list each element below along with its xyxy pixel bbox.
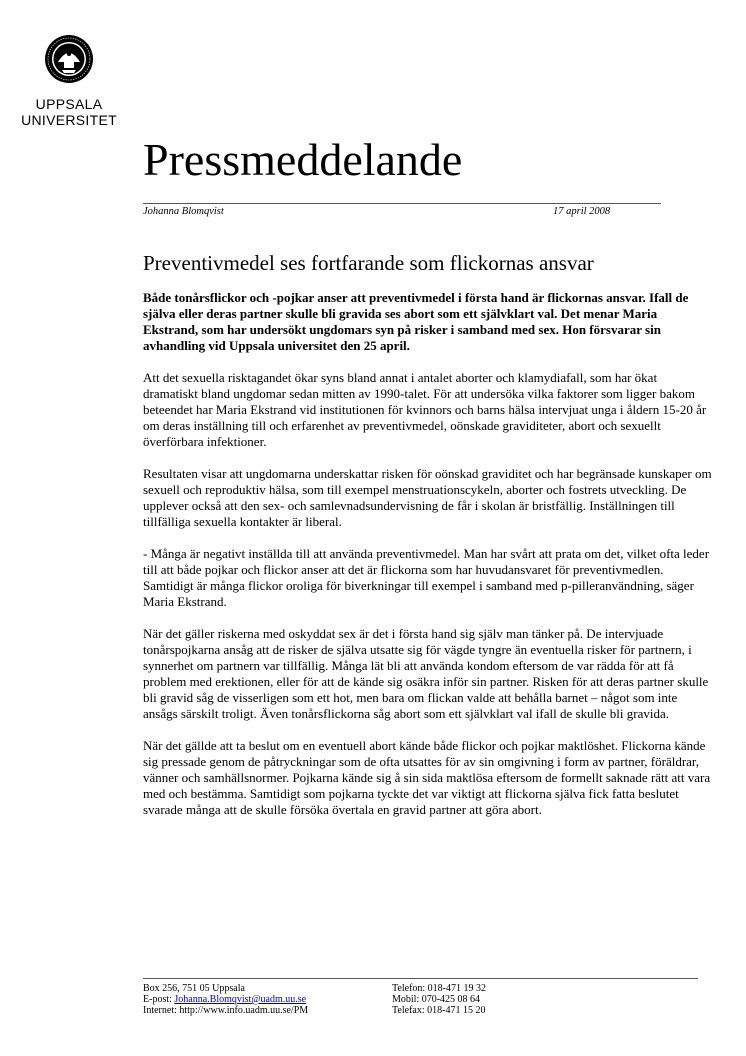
page-title: Pressmeddelande bbox=[143, 134, 463, 185]
footer-mobile: Mobil: 070-425 08 64 bbox=[392, 994, 481, 1005]
footer-phones bbox=[392, 983, 486, 1016]
title-divider bbox=[143, 203, 661, 204]
footer-divider bbox=[143, 978, 698, 979]
date: 17 april 2008 bbox=[553, 206, 611, 217]
email-label: E-post: bbox=[143, 994, 175, 1005]
lead-paragraph: Både tonårsflickor och -pojkar anser att preventivmedel i första hand är flickornas ansvar. Ifall de själva eller deras partner skulle bli gravida ses abort som ett självklart val. Det menar Maria Ekstrand, som har undersökt ungdomars syn på risker i samband med sex. Hon försvarar sin avhandling vid Uppsala universitet den 25 april. bbox=[143, 290, 689, 353]
footer-phone: Telefon: 018-471 19 32 bbox=[392, 983, 487, 994]
footer-fax: Telefax: 018-471 15 20 bbox=[392, 1005, 486, 1016]
footer-address: Box 256, 751 05 Uppsala bbox=[143, 983, 245, 994]
author: Johanna Blomqvist bbox=[143, 206, 224, 217]
body-paragraph-1: Att det sexuella risktagandet ökar syns bland annat i antalet aborter och klamydiafall, som har ökat dramatiskt bland ungdomar sedan mitten av 1990-talet. För att undersöka vilka faktorer som ligger bakom beteendet har Maria Ekstrand vid institutionen för kvinnors och barns hälsa intervjuat unga i åldern 15-20 år om deras inställning till och erfarenhet av preventivmedel, oönskade graviditeter, abort och sexuellt överförbara infektioner. bbox=[143, 370, 707, 449]
email-link[interactable]: Johanna.Blomqvist@uadm.uu.se bbox=[174, 994, 307, 1005]
university-line2: UNIVERSITET bbox=[21, 112, 117, 128]
footer-contact bbox=[143, 983, 308, 1016]
body-paragraph-2: Resultaten visar att ungdomarna underskattar risken för oönskad graviditet och har begränsade kunskaper om sexuell och reproduktiv hälsa, som till exempel menstruationscykeln, aborter och fostrets utveckling. De upplever också att den sex- och samlevnadsundervisning de får i skolan är bristfällig. Inställningen till tillfälliga sexuella kontakter är liberal. bbox=[143, 466, 712, 529]
headline: Preventivmedel ses fortfarande som flickornas ansvar bbox=[143, 251, 594, 275]
university-seal-logo bbox=[44, 34, 94, 84]
university-name bbox=[0, 96, 138, 128]
article-body bbox=[143, 290, 715, 834]
university-line1: UPPSALA bbox=[35, 96, 103, 112]
footer-internet: Internet: http://www.info.uadm.uu.se/PM bbox=[143, 1005, 309, 1016]
body-paragraph-4: När det gäller riskerna med oskyddat sex är det i första hand sig själv man tänker på. De intervjuade tonårspojkarna ansåg att de risker de själva utsatte sig för vägde tyngre än eventuella risker för partnern, i synnerhet om partnern var tillfällig. Många lät bli att använda kondom eftersom de var rädda för att få problem med erektionen, eller för att de kände sig osäkra inför sin partner. Risken för att deras partner skulle bli gravid såg de visserligen som ett hot, men bara om flickan valde att behålla barnet – något som inte ansågs särskilt troligt. Även tonårsflickorna såg abort som ett självklart val ifall de skulle bli gravida. bbox=[143, 626, 709, 721]
body-paragraph-5: När det gällde att ta beslut om en eventuell abort kände både flickor och pojkar maktlöshet. Flickorna kände sig pressade genom de påtryckningar som de ofta utsattes för av sin omgivning i form av partner, föräldrar, vänner och samhällsnormer. Pojkarna kände sig å sin sida maktlösa eftersom de formellt saknade rätt att vara med och bestämma. Samtidigt som pojkarna tyckte det var viktigt att flickorna själva fick fatta beslutet svarade många att de skulle försöka övertala en gravid partner att göra abort. bbox=[143, 738, 711, 817]
footer-email-line bbox=[143, 994, 308, 1005]
body-paragraph-3: - Många är negativt inställda till att använda preventivmedel. Man har svårt att prata om det, vilket ofta leder till att både pojkar och flickor anser att det är flickorna som har huvudansvaret för preventivmedlen. Samtidigt är många flickor oroliga för biverkningar till exempel i samband med p-pilleranvändning, säger Maria Ekstrand. bbox=[143, 546, 710, 609]
